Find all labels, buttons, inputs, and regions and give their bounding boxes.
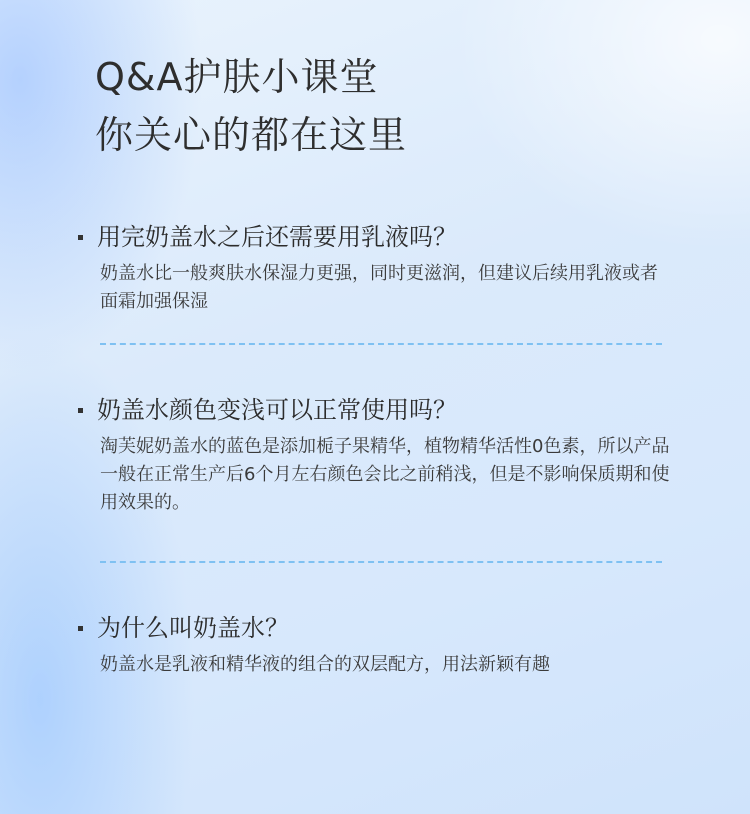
question-3 bbox=[78, 611, 678, 645]
qa-item-3 bbox=[78, 611, 678, 679]
qa-item-2 bbox=[78, 393, 678, 517]
answer-text: 奶盖水是乳液和精华液的组合的双层配方，用法新颖有趣 bbox=[100, 654, 550, 675]
bullet-icon bbox=[78, 408, 83, 413]
question-text: 为什么叫奶盖水？ bbox=[97, 614, 289, 642]
bullet-icon bbox=[78, 235, 83, 240]
bullet-icon bbox=[78, 626, 83, 631]
page-title bbox=[95, 48, 407, 164]
question-2 bbox=[78, 393, 678, 427]
answer-text: 奶盖水比一般爽肤水保湿力更强，同时更滋润，但建议后续用乳液或者面霜加强保湿 bbox=[100, 263, 658, 312]
divider bbox=[100, 343, 662, 345]
question-1 bbox=[78, 220, 678, 254]
divider bbox=[100, 561, 662, 563]
title-line-1: Q&A护肤小课堂 bbox=[95, 55, 379, 99]
title-line-2: 你关心的都在这里 bbox=[95, 113, 408, 157]
answer-text: 淘芙妮奶盖水的蓝色是添加栀子果精华，植物精华活性0色素，所以产品一般在正常生产后6个月左右颜色会比之前稍浅，但是不影响保质期和使用效果的。 bbox=[100, 436, 670, 513]
qa-item-1 bbox=[78, 220, 678, 316]
question-text: 用完奶盖水之后还需要用乳液吗？ bbox=[97, 223, 457, 251]
question-text: 奶盖水颜色变浅可以正常使用吗？ bbox=[97, 396, 457, 424]
